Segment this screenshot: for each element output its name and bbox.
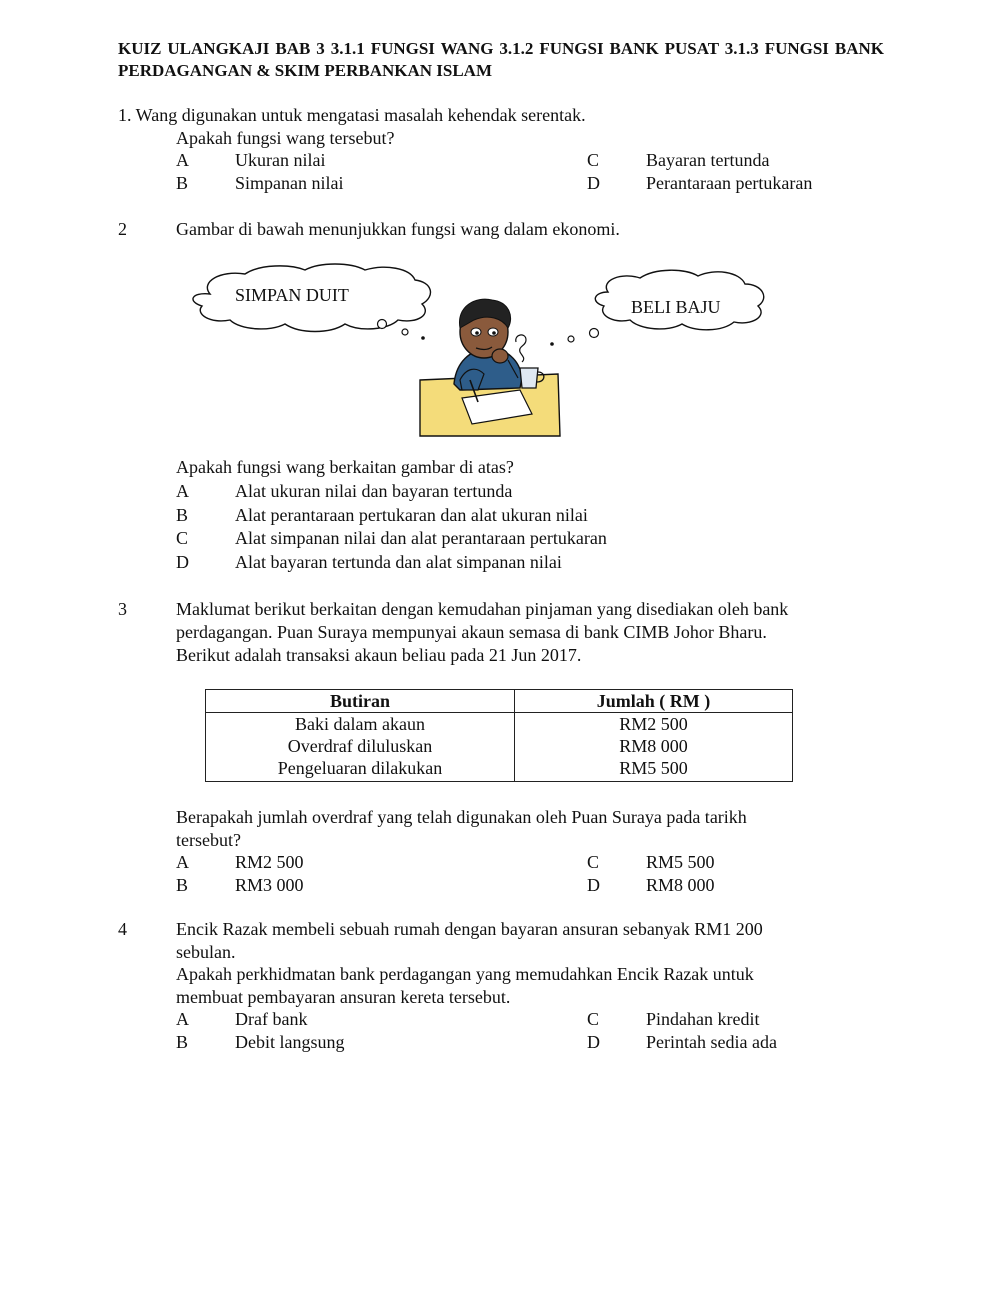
q3-stem-line-1: Maklumat berikut berkaitan dengan kemudahan pinjaman yang disediakan oleh bank <box>176 599 789 619</box>
q1-option-d-text: Perantaraan pertukaran <box>646 173 813 193</box>
q3-question-line-1: Berapakah jumlah overdraf yang telah digunakan oleh Puan Suraya pada tarikh <box>176 807 747 827</box>
q4-option-d-text: Perintah sedia ada <box>646 1032 777 1052</box>
bubble-right-text: BELI BAJU <box>631 297 721 317</box>
q2-number: 2 <box>118 219 127 239</box>
q3-option-c-letter: C <box>587 852 600 872</box>
q2-option-c-text: Alat simpanan nilai dan alat perantaraan pertukaran <box>235 528 607 548</box>
q3-stem-line-3: Berikut adalah transaksi akaun beliau pada 21 Jun 2017. <box>176 645 582 665</box>
table-cell: Baki dalam akaun <box>295 714 425 734</box>
q4-stem-line-1: Encik Razak membeli sebuah rumah dengan bayaran ansuran sebanyak RM1 200 <box>176 919 763 939</box>
q4-number: 4 <box>118 919 127 939</box>
q4-option-a-letter: A <box>176 1009 189 1029</box>
q4-option-d-letter: D <box>587 1032 600 1052</box>
q1-option-b-letter: B <box>176 173 189 193</box>
table-cell: RM5 500 <box>619 758 688 778</box>
table-cell: Overdraf diluluskan <box>287 736 433 756</box>
q3-option-a-letter: A <box>176 852 189 872</box>
transaction-table <box>205 689 793 782</box>
q4-option-a-text: Draf bank <box>235 1009 308 1029</box>
q4-option-c-text: Pindahan kredit <box>646 1009 760 1029</box>
thinking-person-illustration <box>170 262 800 442</box>
q1-option-c-letter: C <box>587 150 600 170</box>
q1-question: Apakah fungsi wang tersebut? <box>176 128 395 148</box>
q3-option-a-text: RM2 500 <box>235 852 304 872</box>
q3-stem-line-2: perdagangan. Puan Suraya mempunyai akaun semasa di bank CIMB Johor Bharu. <box>176 622 767 642</box>
q1-option-a-letter: A <box>176 150 189 170</box>
q2-option-a-letter: A <box>176 481 189 501</box>
table-header-butiran: Butiran <box>206 690 515 713</box>
table-row <box>206 713 793 782</box>
mug <box>520 368 538 388</box>
q1-option-b-text: Simpanan nilai <box>235 173 344 193</box>
table-cell: Pengeluaran dilakukan <box>277 758 443 778</box>
q2-question: Apakah fungsi wang berkaitan gambar di atas? <box>176 457 514 477</box>
q1-option-d-letter: D <box>587 173 600 193</box>
question-mark <box>516 335 526 362</box>
q3-number: 3 <box>118 599 127 619</box>
q3-option-d-letter: D <box>587 875 600 895</box>
q2-option-d-letter: D <box>176 552 189 572</box>
q4-option-b-letter: B <box>176 1032 189 1052</box>
q2-option-c-letter: C <box>176 528 189 548</box>
q1-stem: 1. Wang digunakan untuk mengatasi masalah kehendak serentak. <box>118 105 586 125</box>
q4-option-c-letter: C <box>587 1009 600 1029</box>
q4-stem-line-3: Apakah perkhidmatan bank perdagangan yang memudahkan Encik Razak untuk <box>176 964 754 984</box>
q4-stem-line-2: sebulan. <box>176 942 236 962</box>
q2-stem: Gambar di bawah menunjukkan fungsi wang dalam ekonomi. <box>176 219 620 239</box>
q3-option-b-text: RM3 000 <box>235 875 304 895</box>
page-title: KUIZ ULANGKAJI BAB 3 3.1.1 FUNGSI WANG 3.1.2 FUNGSI BANK PUSAT 3.1.3 FUNGSI BANK PERDAGANGAN & SKIM PERBANKAN ISLAM <box>118 39 884 80</box>
table-cell: RM8 000 <box>619 736 688 756</box>
q1-option-c-text: Bayaran tertunda <box>646 150 770 170</box>
q2-option-b-letter: B <box>176 505 189 525</box>
table-cell: RM2 500 <box>619 714 688 734</box>
q2-option-d-text: Alat bayaran tertunda dan alat simpanan nilai <box>235 552 562 572</box>
bubble-left-text: SIMPAN DUIT <box>235 285 349 305</box>
q2-option-b-text: Alat perantaraan pertukaran dan alat ukuran nilai <box>235 505 588 525</box>
q4-stem-line-4: membuat pembayaran ansuran kereta tersebut. <box>176 987 511 1007</box>
q3-option-c-text: RM5 500 <box>646 852 715 872</box>
q3-option-b-letter: B <box>176 875 189 895</box>
q2-option-a-text: Alat ukuran nilai dan bayaran tertunda <box>235 481 513 501</box>
q4-option-b-text: Debit langsung <box>235 1032 345 1052</box>
q1-option-a-text: Ukuran nilai <box>235 150 326 170</box>
q3-option-d-text: RM8 000 <box>646 875 715 895</box>
q3-question-line-2: tersebut? <box>176 830 241 850</box>
table-header-jumlah: Jumlah ( RM ) <box>515 690 793 713</box>
